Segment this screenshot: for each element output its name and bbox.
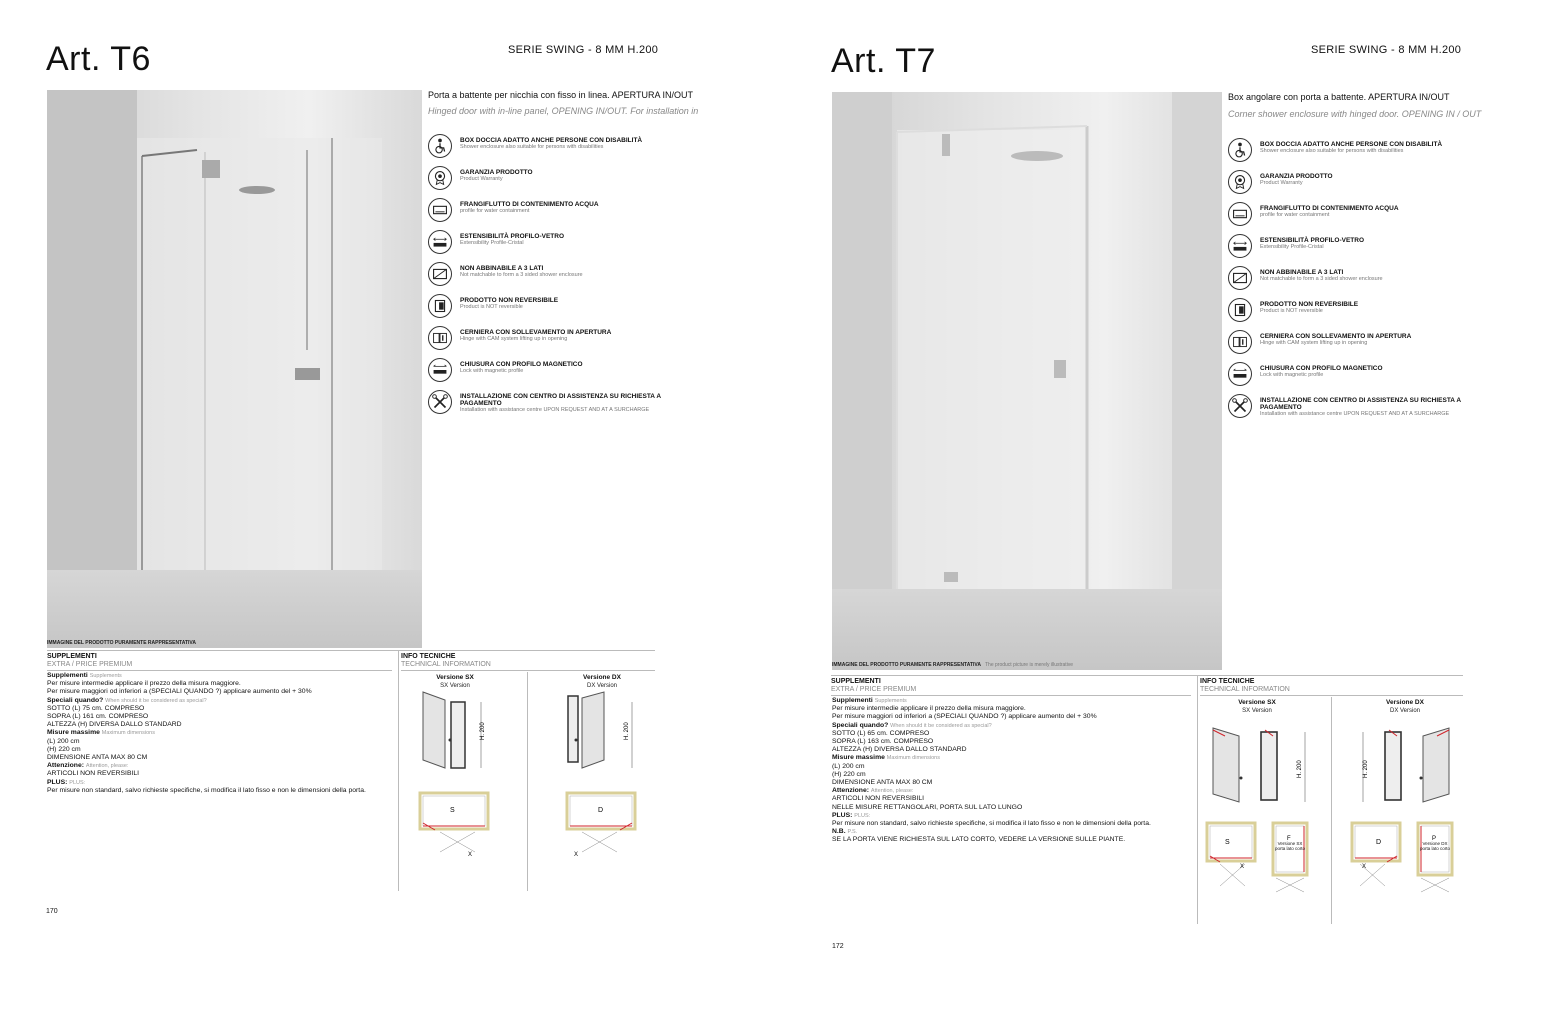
description-it: Porta a battente per nicchia con fisso in linea. APERTURA IN/OUT <box>428 90 693 100</box>
supplementi-title: SUPPLEMENTI <box>47 653 97 660</box>
magnetic-lock-icon <box>1228 362 1252 386</box>
short-side-note: Versione DX porta lato corto <box>1419 841 1451 851</box>
version-sx-title: Versione SX <box>1238 699 1276 706</box>
supplementi-line: (H) 220 cm <box>47 745 81 753</box>
divider <box>1200 695 1463 696</box>
version-sx-title: Versione SX <box>436 674 474 681</box>
version-dx-subtitle: DX Version <box>586 683 617 689</box>
supplementi-line: DIMENSIONE ANTA MAX 80 CM <box>47 754 148 762</box>
supplementi-line: DIMENSIONE ANTA MAX 80 CM <box>832 779 933 787</box>
feature-item <box>1228 330 1468 362</box>
version-dx-title: Versione DX <box>583 674 621 681</box>
plan-letter: D <box>598 807 604 814</box>
supplementi-line: Per misure intermedie applicare il prezzo della misura maggiore. <box>47 680 241 688</box>
plan-sx-drawing <box>415 790 495 860</box>
tools-icon <box>1228 394 1252 418</box>
divider <box>401 670 655 671</box>
version-sx-subtitle: SX Version <box>1242 708 1272 714</box>
product-photo <box>47 90 422 648</box>
supplementi-subtitle: EXTRA / PRICE PREMIUM <box>47 661 133 668</box>
supplementi-line: Per misure intermedie applicare il prezzo della misura maggiore. <box>832 705 1026 713</box>
feature-subtitle: profile for water containment <box>460 208 530 214</box>
water-guard-icon <box>1228 202 1252 226</box>
supplementi-line: Per misure maggiori od inferiori a (SPECIALI QUANDO ?) applicare aumento del + 30% <box>832 713 1097 721</box>
product-photo <box>832 92 1222 670</box>
feature-item <box>428 326 668 358</box>
feature-item <box>1228 202 1468 234</box>
divider <box>1197 676 1198 924</box>
warranty-icon <box>428 166 452 190</box>
supplementi-line: N.B. P.S. <box>832 828 858 836</box>
feature-list <box>1228 138 1468 426</box>
supplementi-subtitle: EXTRA / PRICE PREMIUM <box>831 686 917 693</box>
supplementi-line: ARTICOLI NON REVERSIBILI <box>47 770 140 778</box>
plan-letter: S <box>450 807 455 814</box>
feature-subtitle: Installation with assistance centre UPON REQUEST AND AT A SURCHARGE <box>1260 411 1450 417</box>
info-subtitle: TECHNICAL INFORMATION <box>401 661 491 668</box>
height-label: H. 200 <box>1297 760 1303 778</box>
height-label: H. 200 <box>480 722 486 740</box>
feature-title: CERNIERA CON SOLLEVAMENTO IN APERTURA <box>1260 333 1412 340</box>
article-title: Art. T7 <box>831 42 936 80</box>
hinge-icon <box>428 326 452 350</box>
supplementi-line: SOTTO (L) 65 cm. COMPRESO <box>832 729 930 737</box>
supplementi-line: Speciali quando? When should it be considered as special? <box>47 696 207 704</box>
feature-title: BOX DOCCIA ADATTO ANCHE PERSONE CON DISABILITÀ <box>1260 141 1443 148</box>
plan-sx-drawing <box>1205 820 1265 895</box>
plan-dx-drawing <box>562 790 642 860</box>
divider <box>527 672 528 891</box>
feature-subtitle: profile for water containment <box>1260 212 1330 218</box>
info-title: INFO TECNICHE <box>401 653 456 660</box>
feature-item <box>428 166 668 198</box>
supplementi-line: Misure massime Maximum dimensions <box>47 729 155 737</box>
elevation-sx-drawing <box>1205 722 1315 808</box>
version-dx-title: Versione DX <box>1386 699 1424 706</box>
height-label: H. 200 <box>624 722 630 740</box>
feature-subtitle: Product is NOT reversible <box>460 304 523 310</box>
divider <box>1331 697 1332 924</box>
feature-title: BOX DOCCIA ADATTO ANCHE PERSONE CON DISABILITÀ <box>460 137 643 144</box>
feature-title: FRANGIFLUTTO DI CONTENIMENTO ACQUA <box>1260 205 1399 212</box>
supplementi-line: Supplementi Supplements <box>47 672 122 679</box>
warranty-icon <box>1228 170 1252 194</box>
feature-title: GARANZIA PRODOTTO <box>460 169 533 176</box>
supplementi-title: SUPPLEMENTI <box>831 678 881 685</box>
feature-title: NON ABBINABILE A 3 LATI <box>460 265 544 272</box>
series-label: SERIE SWING - 8 MM H.200 <box>508 44 659 56</box>
svg-text:X: X <box>574 852 579 858</box>
feature-title: NON ABBINABILE A 3 LATI <box>1260 269 1344 276</box>
page-art-t7 <box>785 0 1550 1033</box>
series-label: SERIE SWING - 8 MM H.200 <box>1311 44 1462 56</box>
floor <box>832 589 1222 670</box>
feature-item <box>428 294 668 326</box>
supplementi-line: Per misure non standard, salvo richieste specifiche, si modifica il lato fisso e non le dimensioni della porta. <box>832 820 1151 828</box>
divider <box>831 695 1191 696</box>
feature-subtitle: Lock with magnetic profile <box>460 368 524 374</box>
plan-letter: P <box>1432 836 1437 842</box>
feature-title: CHIUSURA CON PROFILO MAGNETICO <box>1260 365 1383 372</box>
version-sx-subtitle: SX Version <box>440 683 470 689</box>
supplementi-line: Misure massime Maximum dimensions <box>832 754 940 762</box>
feature-item <box>1228 362 1468 394</box>
supplementi-line: SOTTO (L) 75 cm. COMPRESO <box>47 704 145 712</box>
plan-letter: F <box>1287 836 1291 842</box>
plan-letter: S <box>1225 839 1230 846</box>
supplementi-line: SOPRA (L) 163 cm. COMPRESO <box>832 738 934 746</box>
shower-illustration <box>47 90 422 648</box>
supplementi-line: ALTEZZA (H) DIVERSA DALLO STANDARD <box>832 746 967 754</box>
supplementi-line: Attenzione: Attention, please: <box>47 762 129 770</box>
plan-dx-drawing <box>1350 820 1410 895</box>
supplementi-line: (H) 220 cm <box>832 770 866 778</box>
feature-item <box>428 230 668 262</box>
supplementi-line: Speciali quando? When should it be considered as special? <box>832 721 992 729</box>
not-combinable-icon <box>428 262 452 286</box>
not-reversible-icon <box>1228 298 1252 322</box>
feature-list <box>428 134 668 422</box>
shower-illustration <box>832 92 1222 670</box>
page-number: 172 <box>832 943 844 950</box>
floor <box>47 570 422 648</box>
feature-item <box>428 358 668 390</box>
feature-title: PRODOTTO NON REVERSIBILE <box>460 297 559 304</box>
photo-caption: IMMAGINE DEL PRODOTTO PURAMENTE RAPPRESENTATIVA The product picture is merely illustrative <box>832 662 1074 668</box>
version-dx-subtitle: DX Version <box>1389 708 1420 714</box>
supplementi-line: (L) 200 cm <box>832 762 865 770</box>
feature-item <box>1228 298 1468 330</box>
description-it: Box angolare con porta a battente. APERTURA IN/OUT <box>1228 92 1450 102</box>
svg-text:X: X <box>468 852 473 858</box>
svg-text:X: X <box>1240 864 1245 870</box>
feature-subtitle: Shower enclosure also suitable for persons with disabilities <box>460 144 604 150</box>
supplementi-line: SOPRA (L) 161 cm. COMPRESO <box>47 713 149 721</box>
divider <box>398 651 399 891</box>
extension-profile-icon <box>428 230 452 254</box>
feature-title: ESTENSIBILITÀ PROFILO-VETRO <box>1260 237 1365 244</box>
feature-title: INSTALLAZIONE CON CENTRO DI ASSISTENZA SU RICHIESTA A PAGAMENTO <box>460 393 661 407</box>
supplementi-line: Attenzione: Attention, please: <box>832 787 914 795</box>
magnetic-lock-icon <box>428 358 452 382</box>
info-subtitle: TECHNICAL INFORMATION <box>1200 686 1290 693</box>
feature-item <box>1228 394 1468 426</box>
not-reversible-icon <box>428 294 452 318</box>
feature-subtitle: Lock with magnetic profile <box>1260 372 1324 378</box>
plan-sx-short-side-drawing <box>1270 820 1320 895</box>
divider <box>47 670 392 671</box>
disabled-person-icon <box>428 134 452 158</box>
description-en: Corner shower enclosure with hinged door. OPENING IN / OUT <box>1228 109 1482 119</box>
feature-subtitle: Product Warranty <box>1260 180 1303 186</box>
divider <box>831 675 1463 676</box>
feature-title: FRANGIFLUTTO DI CONTENIMENTO ACQUA <box>460 201 599 208</box>
supplementi-text <box>47 672 397 795</box>
feature-item <box>1228 266 1468 298</box>
feature-title: PRODOTTO NON REVERSIBILE <box>1260 301 1359 308</box>
feature-subtitle: Hinge with CAM system lifting up in opening <box>460 336 568 342</box>
page-number: 170 <box>46 908 58 915</box>
supplementi-line: SE LA PORTA VIENE RICHIESTA SUL LATO CORTO, VEDERE LA VERSIONE SULLE PIANTE. <box>832 836 1126 844</box>
info-title: INFO TECNICHE <box>1200 678 1255 685</box>
description-en: Hinged door with in-line panel, OPENING IN/OUT. For installation in <box>428 106 699 116</box>
extension-profile-icon <box>1228 234 1252 258</box>
feature-title: CHIUSURA CON PROFILO MAGNETICO <box>460 361 583 368</box>
feature-title: GARANZIA PRODOTTO <box>1260 173 1333 180</box>
feature-subtitle: Hinge with CAM system lifting up in opening <box>1260 340 1368 346</box>
not-combinable-icon <box>1228 266 1252 290</box>
supplementi-line: ALTEZZA (H) DIVERSA DALLO STANDARD <box>47 721 182 729</box>
feature-item <box>1228 234 1468 266</box>
feature-subtitle: Installation with assistance centre UPON REQUEST AND AT A SURCHARGE <box>460 407 650 413</box>
supplementi-line: Per misure maggiori od inferiori a (SPECIALI QUANDO ?) applicare aumento del + 30% <box>47 688 312 696</box>
feature-subtitle: Extensibility Profile-Cristal <box>1260 244 1324 250</box>
photo-caption: IMMAGINE DEL PRODOTTO PURAMENTE RAPPRESENTATIVA <box>47 640 196 646</box>
feature-item <box>428 262 668 294</box>
feature-item <box>428 198 668 230</box>
plan-letter: D <box>1376 839 1382 846</box>
water-guard-icon <box>428 198 452 222</box>
feature-title: CERNIERA CON SOLLEVAMENTO IN APERTURA <box>460 329 612 336</box>
feature-title: ESTENSIBILITÀ PROFILO-VETRO <box>460 233 565 240</box>
tools-icon <box>428 390 452 414</box>
plan-dx-short-side-drawing <box>1415 820 1465 895</box>
supplementi-line: ARTICOLI NON REVERSIBILI <box>832 795 925 803</box>
supplementi-line: Supplementi Supplements <box>832 697 907 704</box>
feature-subtitle: Product Warranty <box>460 176 503 182</box>
feature-subtitle: Extensibility Profile-Cristal <box>460 240 524 246</box>
feature-title: INSTALLAZIONE CON CENTRO DI ASSISTENZA SU RICHIESTA A PAGAMENTO <box>1260 397 1461 411</box>
supplementi-text <box>832 697 1197 845</box>
hinge-icon <box>1228 330 1252 354</box>
feature-subtitle: Product is NOT reversible <box>1260 308 1323 314</box>
feature-item <box>1228 170 1468 202</box>
divider <box>47 650 655 651</box>
supplementi-line: (L) 200 cm <box>47 737 80 745</box>
feature-item <box>1228 138 1468 170</box>
elevation-dx-drawing <box>562 690 642 775</box>
supplementi-line: NELLE MISURE RETTANGOLARI, PORTA SUL LATO LUNGO <box>832 803 1023 811</box>
feature-item <box>428 390 668 422</box>
elevation-dx-drawing <box>1355 722 1455 808</box>
svg-text:X: X <box>1362 864 1367 870</box>
article-title: Art. T6 <box>46 40 151 78</box>
short-side-note: Versione SX porta lato corto <box>1274 841 1306 851</box>
supplementi-line: PLUS: PLUS: <box>47 778 86 786</box>
height-label: H. 200 <box>1363 760 1369 778</box>
disabled-person-icon <box>1228 138 1252 162</box>
feature-subtitle: Not matchable to form a 3 sided shower enclosure <box>1260 276 1383 282</box>
feature-item <box>428 134 668 166</box>
elevation-sx-drawing <box>415 690 495 775</box>
feature-subtitle: Not matchable to form a 3 sided shower enclosure <box>460 272 583 278</box>
feature-subtitle: Shower enclosure also suitable for persons with disabilities <box>1260 148 1404 154</box>
supplementi-line: Per misure non standard, salvo richieste specifiche, si modifica il lato fisso e non le dimensioni della porta. <box>47 786 366 794</box>
supplementi-line: PLUS: PLUS: <box>832 811 871 819</box>
